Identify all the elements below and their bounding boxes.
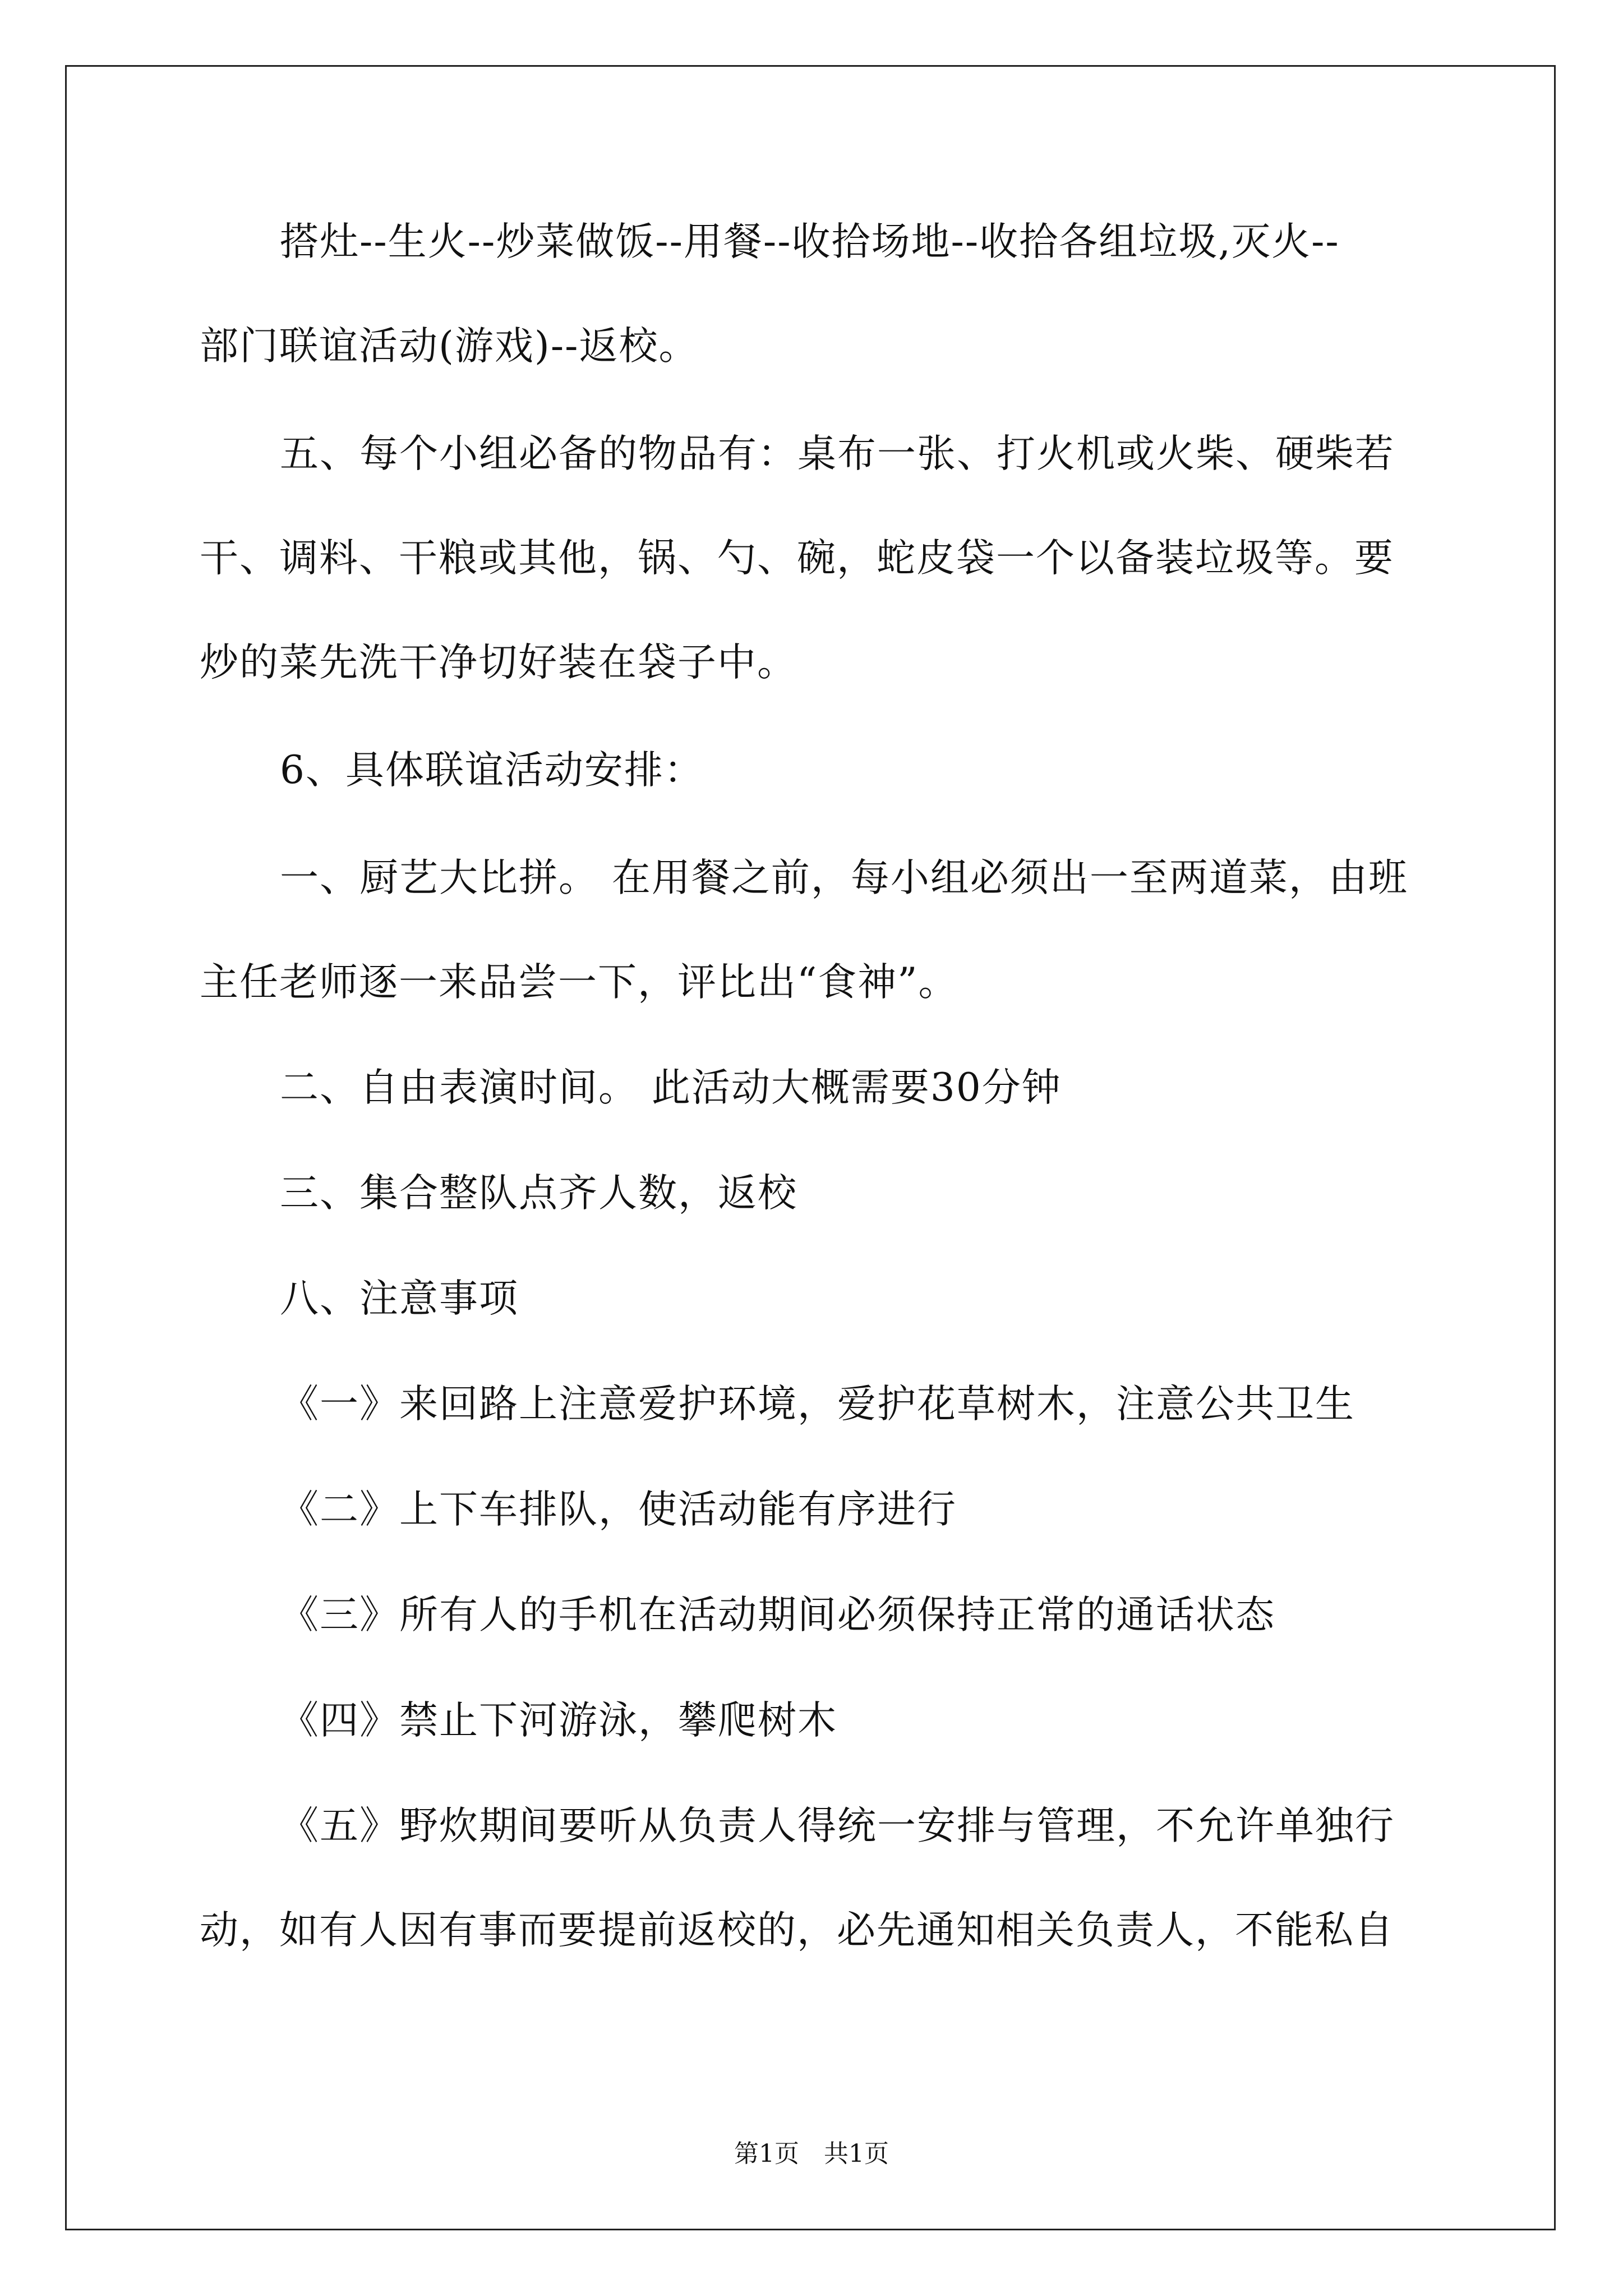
- list-item: 《二》上下车排队，使活动能有序进行: [280, 1487, 957, 1532]
- paragraph-line: 部门联谊活动(游戏)--返校。: [200, 324, 699, 369]
- list-item: 《五》野炊期间要听从负责人得统一安排与管理，不允许单独行: [280, 1803, 1395, 1848]
- page-footer: 第1页 共1页: [734, 2139, 889, 2168]
- list-item: 《一》来回路上注意爱护环境，爱护花草树木，注意公共卫生: [280, 1382, 1355, 1427]
- paragraph-line: 二、自由表演时间。 此活动大概需要30分钟: [280, 1065, 1062, 1110]
- paragraph-line: 干、调料、干粮或其他，锅、勺、碗，蛇皮袋一个以备装垃圾等。要: [200, 536, 1394, 581]
- paragraph-line: 三、集合整队点齐人数，返校: [280, 1171, 797, 1216]
- section-heading: 八、注意事项: [280, 1276, 519, 1321]
- paragraph-line: 五、每个小组必备的物品有：桌布一张、打火机或火柴、硬柴若: [280, 431, 1395, 476]
- list-item: 《三》所有人的手机在活动期间必须保持正常的通话状态: [280, 1593, 1275, 1637]
- paragraph-line: 一、厨艺大比拼。 在用餐之前，每小组必须出一至两道菜，由班: [280, 855, 1408, 900]
- paragraph-line: 炒的菜先洗干净切好装在袋子中。: [200, 640, 797, 685]
- list-item: 《四》禁止下河游泳，攀爬树木: [280, 1698, 837, 1743]
- paragraph-line: 搭灶--生火--炒菜做饭--用餐--收拾场地--收拾各组垃圾,灭火--: [280, 219, 1340, 264]
- paragraph-line: 主任老师逐一来品尝一下，评比出“食神”。: [200, 960, 958, 1005]
- paragraph-line: 动，如有人因有事而要提前返校的，必先通知相关负责人，不能私自: [200, 1908, 1394, 1953]
- section-heading: 6、具体联谊活动安排：: [280, 748, 704, 793]
